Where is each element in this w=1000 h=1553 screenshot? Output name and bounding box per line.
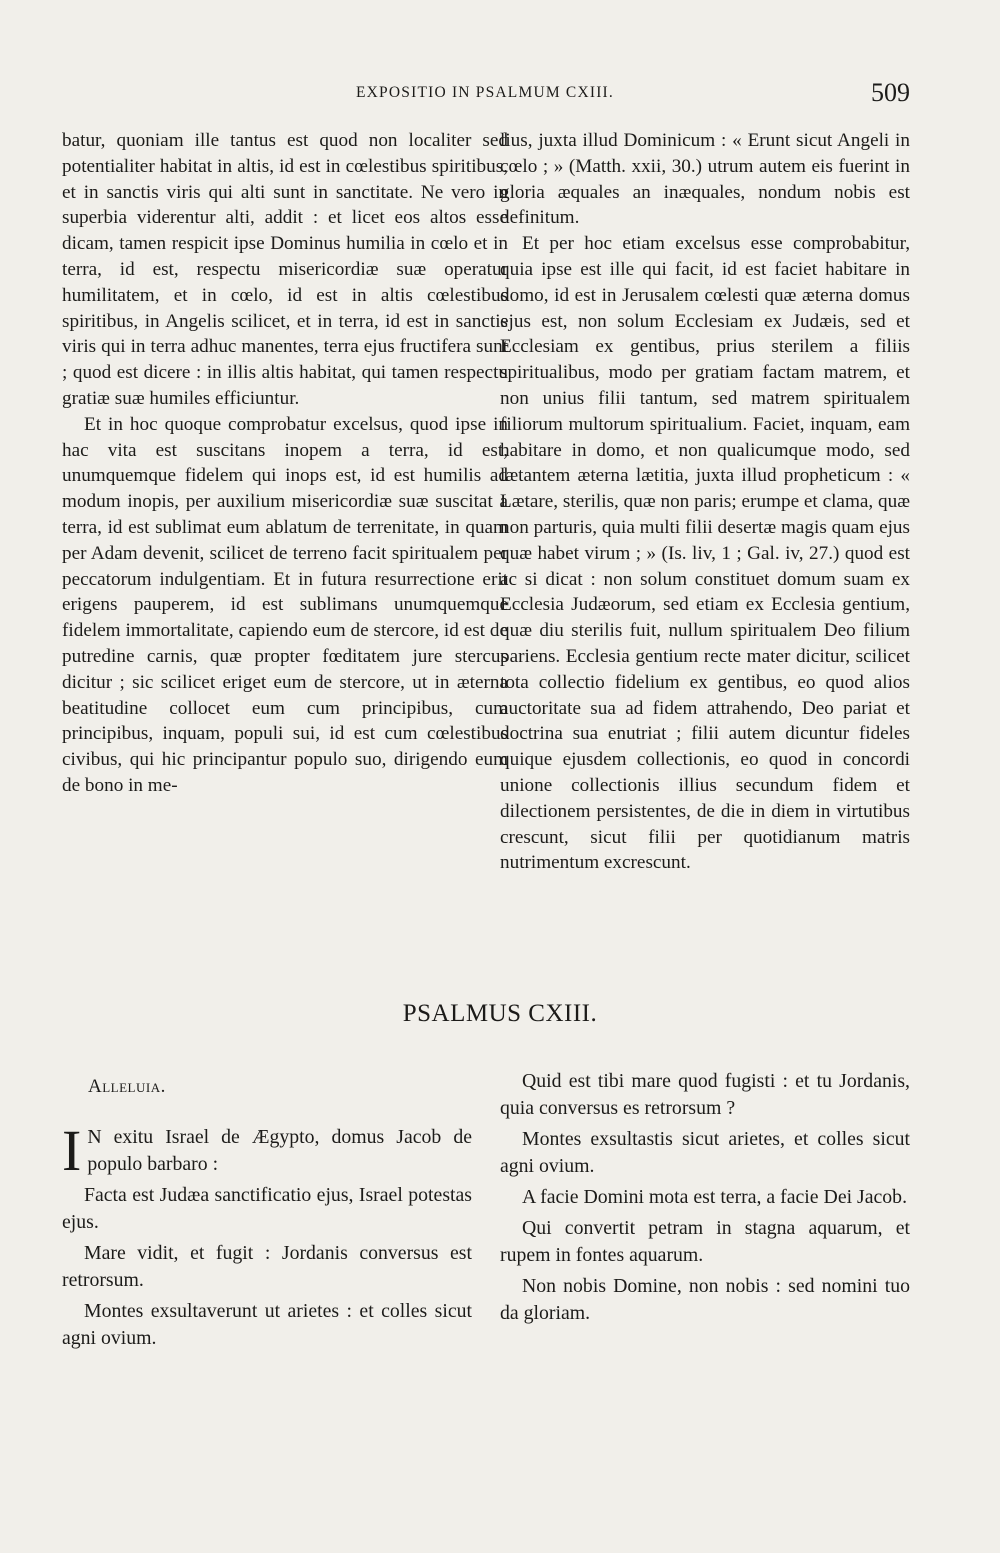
commentary-paragraph: lius, juxta illud Dominicum : « Erunt sicut Angeli in cœlo ; » (Matth. xxii, 30.) utrum autem eis fuerint in gloria æquales an inæquales, nondum nobis est definitum. xyxy=(500,130,910,229)
psalm-verse: Quid est tibi mare quod fugisti : et tu Jordanis, quia conversus es retrorsum ? xyxy=(500,1070,910,1119)
page-number: 509 xyxy=(871,78,910,107)
commentary-column-left xyxy=(62,128,508,799)
drop-cap: I xyxy=(62,1118,82,1183)
commentary-paragraph: Et per hoc etiam excelsus esse comprobabitur, quia ipse est ille qui facit, id est faciet habitare in domo, id est in Jerusalem cœlesti quæ æterna domus ejus est, non solum Ecclesiam ex Judæis, sed et Ecclesiam ex gentibus, prius sterilem a filiis spiritualibus, modo per gratiam factam matrem, et non unius filii tantum, sed matrem spiritualem filiorum multorum spiritualium. Faciet, inquam, eam habitare in domo, et non qualicumque modo, sed lætantem æterna lætitia, juxta illud propheticum : « Lætare, sterilis, quæ non paris; erumpe et clama, quæ non parturis, quia multi filii desertæ magis quam ejus quæ habet virum ; » (Is. liv, 1 ; Gal. iv, 27.) quod est ac si dicat : non solum constituet domum suam ex Ecclesia Judæorum, sed etiam ex Ecclesia gentium, quæ diu sterilis fuit, nullum spiritualem Deo filium pariens. Ecclesia gentium recte mater dicitur, scilicet tota collectio fidelium ex gentibus, eo quod alios auctoritate sua ad fidem attrahendo, Deo pariat et doctrina sua enutriat ; filii autem dicuntur fideles quique ejusdem collectionis, eo quod in concordi unione collectionis illius secundum fidem et dilectionem persistentes, de die in diem in virtutibus crescunt, sicut filii per quotidianum matris nutrimentum excrescunt. xyxy=(500,233,910,874)
psalm-verses-right xyxy=(500,1068,910,1331)
running-title: EXPOSITIO IN PSALMUM CXIII. xyxy=(355,84,614,101)
commentary-paragraph: Et in hoc quoque comprobatur excelsus, quod ipse in hac vita est suscitans inopem a terra, id est, unumquemque fidelem qui inops est, id est humilis ad modum inopis, per auxilium misericordiæ suæ suscitat a terra, id est sublimat eum ablatum de terrenitate, in quam per Adam devenit, scilicet de terreno facit spiritualem per peccatorum indulgentiam. Et in futura resurrectione erit erigens pauperem, id est sublimans unumquemque fidelem immortalitate, capiendo eum de stercore, id est de putredine carnis, quæ propter fœditatem jure stercus dicitur ; sic scilicet eriget eum de stercore, ut in æterna beatitudine collocet eum cum principibus, cum principibus, inquam, populi sui, id est cum cœlestibus civibus, qui hic principantur populo suo, dirigendo eum de bono in me- xyxy=(62,413,508,796)
psalm-verses-left xyxy=(62,1118,472,1356)
psalm-title: PSALMUS CXIII. xyxy=(402,1000,598,1027)
psalm-verse: Non nobis Domine, non nobis : sed nomini tuo da gloriam. xyxy=(500,1275,910,1324)
psalm-verse: Montes exsultastis sicut arietes, et colles sicut agni ovium. xyxy=(500,1128,910,1177)
psalm-verse: Montes exsultaverunt ut arietes : et colles sicut agni ovium. xyxy=(62,1300,472,1349)
page-header xyxy=(60,80,910,110)
psalm-verse: A facie Domini mota est terra, a facie Dei Jacob. xyxy=(522,1186,908,1208)
psalm-verse: Facta est Judæa sanctificatio ejus, Israel potestas ejus. xyxy=(62,1184,472,1233)
psalm-verse: Qui convertit petram in stagna aquarum, et rupem in fontes aquarum. xyxy=(500,1217,910,1266)
commentary-paragraph: batur, quoniam ille tantus est quod non localiter sed potentialiter habitat in altis, id est in cœlestibus spiritibus, et in sanctis viris qui alti sunt in sanctitate. Ne vero in superbia viderentur alti, addit : et licet eos altos esse dicam, tamen respicit ipse Dominus humilia in cœlo et in terra, id est, respectu misericordiæ suæ operatur humilitatem, et in cœlo, id est in altis cœlestibus spiritibus, in Angelis scilicet, et in terra, id est in sanctis viris qui in terra adhuc manentes, terra ejus fructifera sunt ; quod est dicere : in illis altis habitat, qui tamen respectu gratiæ suæ humiles efficiuntur. xyxy=(62,130,508,409)
commentary-column-right xyxy=(500,128,910,876)
psalm-verse-text: N exitu Israel de Ægypto, domus Jacob de populo barbaro : xyxy=(87,1126,472,1175)
psalm-verse: Mare vidit, et fugit : Jordanis conversus est retrorsum. xyxy=(62,1242,472,1291)
psalm-verse xyxy=(62,1118,472,1183)
alleluia-heading: Alleluia. xyxy=(88,1076,166,1097)
